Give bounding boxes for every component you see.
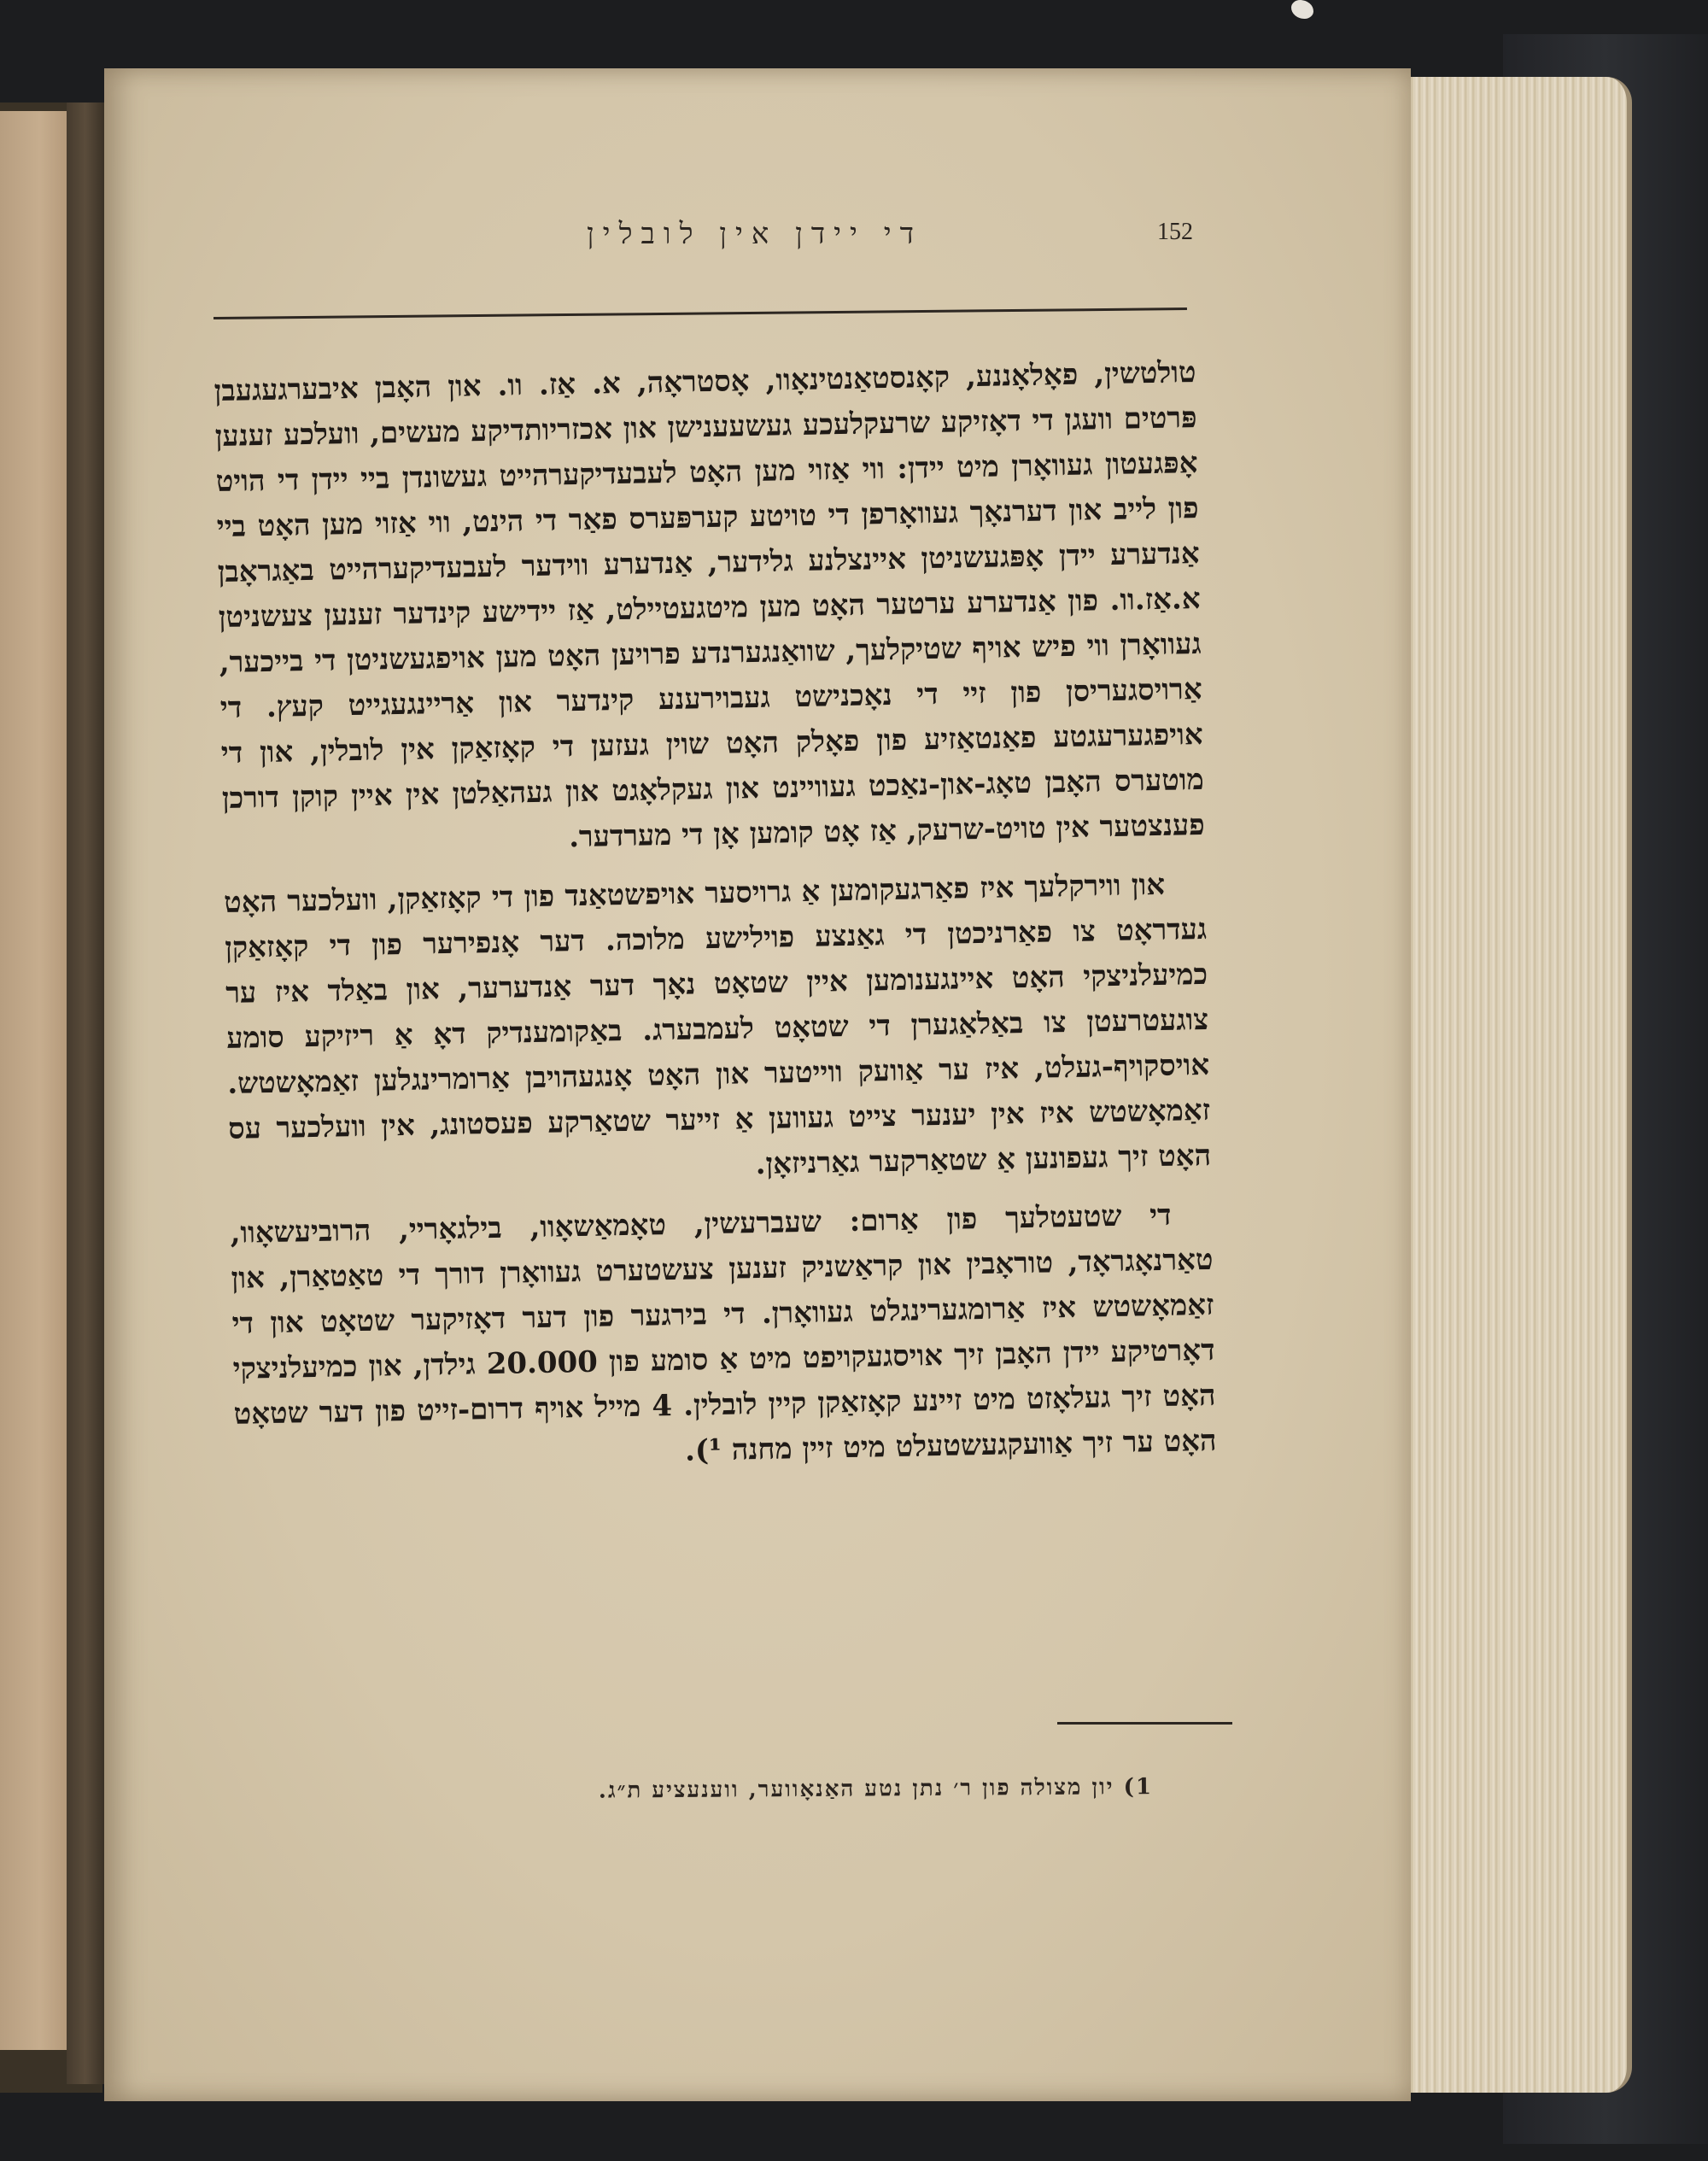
book-gutter [67, 102, 104, 2084]
footnote-rule [1057, 1722, 1232, 1725]
page-stack-edge [1383, 77, 1632, 2093]
page-number: 152 [1157, 219, 1193, 245]
previous-page-edge [0, 111, 69, 2050]
paragraph: די שטעטלעך פון אַרום: שעברעשין, טאָמאַשאָוו, בילגאָריי, הרוביעשאָוו, טאַרנאָגראָד, טוראָבין און קראַשניק זענען צעשטערט געוואָרן דורך די טאַטאַרן, און זאַמאָשטש איז אַרומגערינגלט געוואָרן. די בירגער פון דער דאָזיקער שטאָט און די דאָרטיקע יידן האָבן זיך אויסגעקויפט מיט אַ סומע פון 20.000 גילדן, און כמיעלניצקי האָט זיך געלאָזט מיט זיינע קאָזאַקן קיין לובלין. 4 מייל אויף דרום-זייט פון דער שטאָט האָט ער זיך אַוועקגעשטעלט מיט זיין מחנה ¹). [230, 1198, 1217, 1468]
paper-scrap [1291, 0, 1313, 19]
body-text [214, 350, 1217, 1496]
running-title: די יידן אין לובלין [587, 217, 922, 251]
paragraph: טולטשין, פאָלאָננע, קאָנסטאַנטינאָוו, אָסטראָה, א. אַז. וו. און האָבן איבערגעגעבן פּרטים וועגן די דאָזיקע שרעקלעכע געשעענישן און אכזריותדיקע מעשים, וועלכע זענען אָפּגעטון געוואָרן מיט יידן: ווי אַזוי מען האָט לעבעדיקערהייט געשונדן ביי יידן די הויט פון לייב און דערנאָך געוואָרפן די טויטע קערפּערס פאַר די הינט, ווי אַזוי מען האָט ביי אַנדערע יידן אָפּגעשניטן איינצלנע גלידער, אַנדערע ווידער לעבעדיקערהייט באַגראָבן א.אַז.וו. פון אַנדערע ערטער האָט מען מיטגעטיילט, אַז יידישע קינדער זענען צעשניטן געוואָרן ווי פיש אויף שטיקלעך, שוואַנגערנדע פרויען האָט מען אויפגעשניטן די בייכער, אַרויסגעריסן פון זיי די נאָכנישט געבוירענע קינדער און אַריינגעגייט קעץ. די אויפגערעגטע פאַנטאַזיע פון פאָלק האָט שוין געזען די קאָזאַקן אין לובלין, און די מוטערס האָבן טאָג-און-נאַכט געוויינט און געקלאָגט און געהאַלטן אין איין קוקן דורכן פענצטער אין טויט-שרעק, אַז אָט קומען אָן די מערדער. [214, 354, 1206, 855]
running-head [111, 212, 1193, 263]
footnote: 1) יון מצולה פון ר׳ נתן נטע האַנאָווער, ווענעציע ת״ג. [598, 1774, 1154, 1804]
paragraph: און ווירקלעך איז פאַרגעקומען אַ גרויסער אויפשטאַנד פון די קאָזאַקן, וועלכער האָט געדראָט צו פאַרניכטן די גאַנצע פוילישע מלוכה. דער אָנפירער פון די קאָזאַקן כמיעלניצקי האָט איינגענומען איין שטאָט נאָך דער אַנדערער, און באַלד איז ער צוגעטרעטן צו באַלאַגערן די שטאָט לעמבערג. באַקומענדיק דאָ אַ ריזיקע סומע אויסקויף-געלט, איז ער אַוועק ווייטער און האָט אָנגעהויבן אַרומרינגלען זאַמאָשטש. זאַמאָשטש איז אין יענער צייט געווען אַ זייער שטאַרקע פעסטונג, אין וועלכער עס האָט זיך געפונען אַ שטאַרקער גאַרניזאָן. [223, 867, 1212, 1182]
